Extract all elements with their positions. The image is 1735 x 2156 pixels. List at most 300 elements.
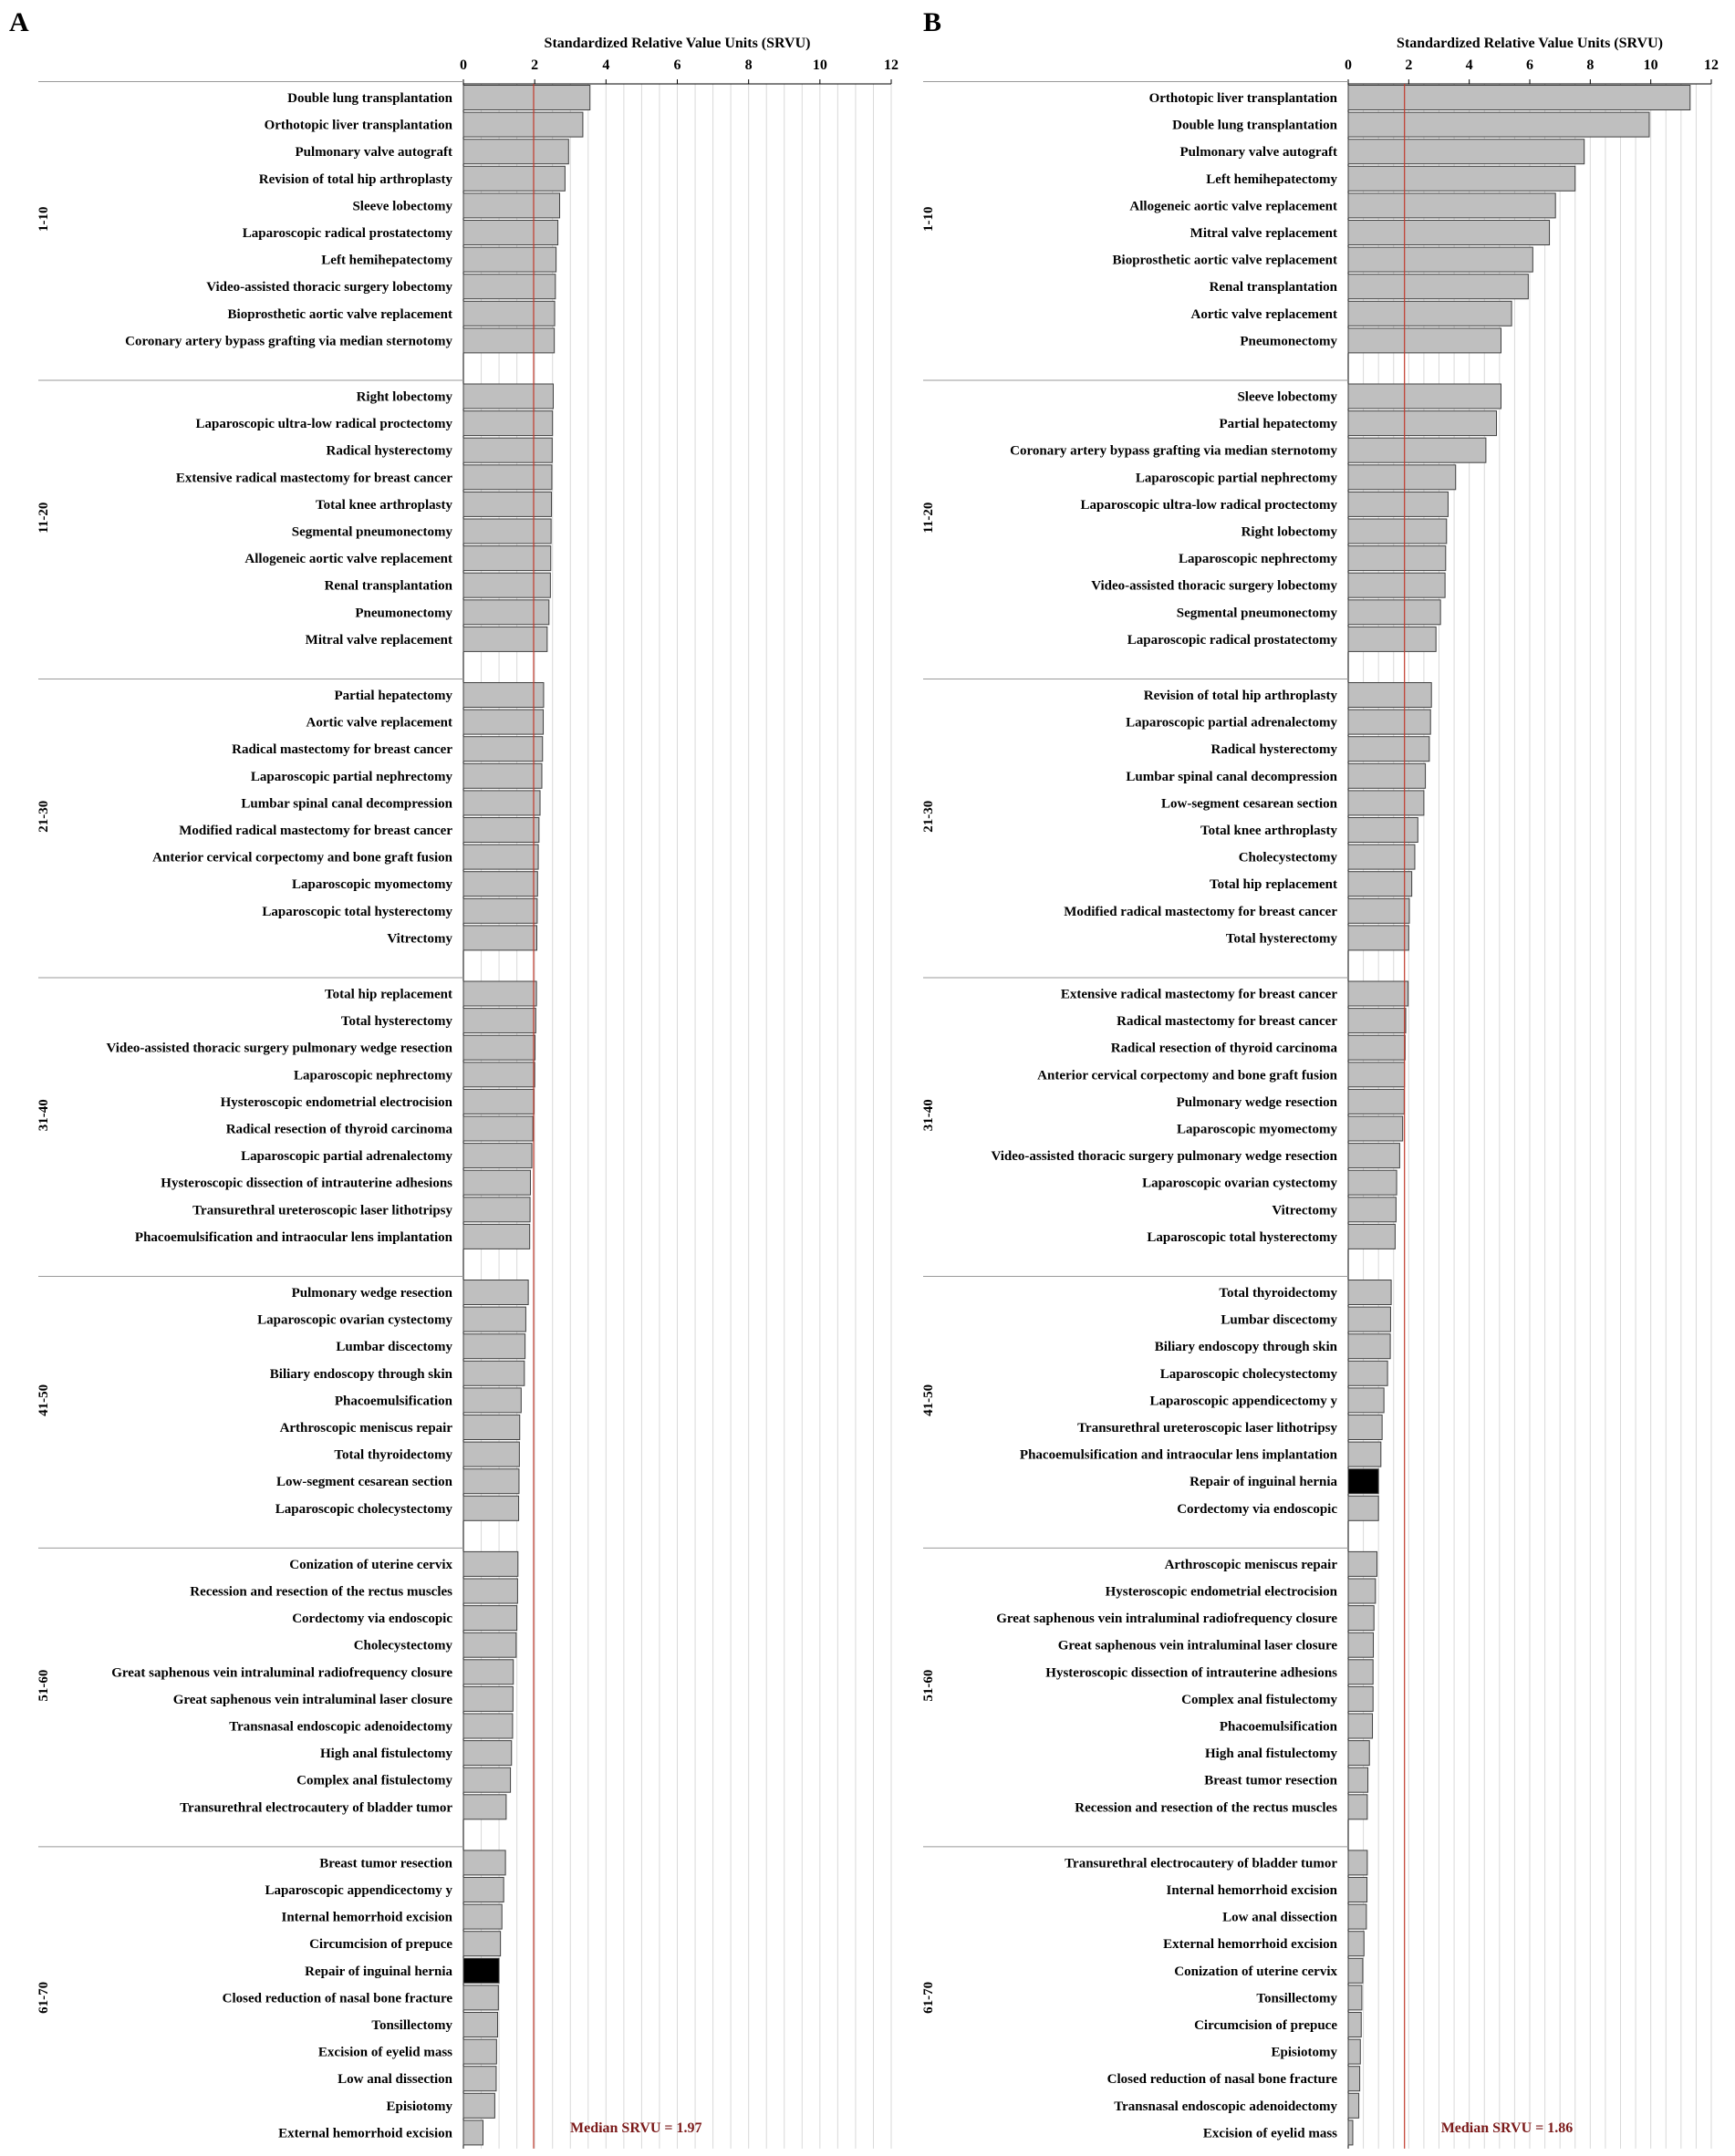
category-label: Partial hepatectomy bbox=[334, 689, 452, 703]
bar bbox=[1348, 166, 1575, 191]
category-label: Cholecystectomy bbox=[1238, 850, 1337, 866]
bar bbox=[1348, 1170, 1397, 1195]
bar bbox=[1348, 1496, 1378, 1520]
category-label: Biliary endoscopy through skin bbox=[269, 1366, 452, 1382]
category-label: Breast tumor resection bbox=[1204, 1773, 1337, 1788]
category-label: Laparoscopic appendicectomy y bbox=[265, 1883, 452, 1898]
category-label: Transnasal endoscopic adenoidectomy bbox=[229, 1719, 452, 1735]
bar bbox=[463, 737, 543, 762]
bar bbox=[1348, 1958, 1363, 1983]
category-label: Radical mastectomy for breast cancer bbox=[1117, 1014, 1337, 1030]
x-tick-label: 0 bbox=[460, 57, 467, 73]
bar bbox=[463, 519, 551, 544]
category-label: Total knee arthroplasty bbox=[315, 497, 452, 513]
group-label: 21-30 bbox=[36, 800, 51, 833]
category-label: Laparoscopic radical prostatectomy bbox=[242, 226, 452, 241]
category-label: Extensive radical mastectomy for breast cancer bbox=[1060, 987, 1337, 1002]
category-label: Lumbar discectomy bbox=[336, 1340, 452, 1355]
bar bbox=[463, 1579, 517, 1603]
bar bbox=[1348, 411, 1497, 436]
bar bbox=[1348, 492, 1448, 516]
panel-letter: A bbox=[9, 7, 29, 37]
bar bbox=[1348, 1767, 1368, 1792]
category-label: Hysteroscopic dissection of intrauterine adhesions bbox=[161, 1176, 452, 1191]
bar bbox=[463, 1089, 534, 1114]
x-tick-label: 2 bbox=[531, 57, 539, 73]
category-label: Laparoscopic partial adrenalectomy bbox=[241, 1149, 452, 1165]
bar bbox=[463, 221, 558, 245]
category-label: Coronary artery bypass grafting via median sternotomy bbox=[125, 334, 452, 349]
bar bbox=[1348, 1741, 1369, 1766]
bar bbox=[463, 166, 565, 191]
category-label: Laparoscopic cholecystectomy bbox=[1159, 1366, 1337, 1382]
bar bbox=[463, 1280, 528, 1305]
category-label: Laparoscopic ovarian cystectomy bbox=[1142, 1176, 1337, 1191]
x-axis-title: Standardized Relative Value Units (SRVU) bbox=[1397, 36, 1663, 51]
group-label: 1-10 bbox=[921, 206, 936, 232]
bar bbox=[463, 1767, 511, 1792]
category-label: High anal fistulectomy bbox=[1205, 1747, 1337, 1762]
bar bbox=[463, 301, 555, 326]
bar bbox=[463, 1606, 517, 1631]
bar bbox=[463, 2067, 496, 2091]
x-axis-title: Standardized Relative Value Units (SRVU) bbox=[544, 36, 811, 51]
category-label: Great saphenous vein intraluminal laser closure bbox=[1057, 1638, 1337, 1653]
bar bbox=[1348, 546, 1446, 571]
bar bbox=[1348, 193, 1555, 218]
bar bbox=[463, 710, 544, 734]
bar bbox=[1348, 221, 1550, 245]
category-label: Phacoemulsification bbox=[334, 1394, 452, 1409]
group-label: 11-20 bbox=[921, 502, 936, 534]
x-tick-label: 8 bbox=[1586, 57, 1595, 73]
category-label: Total hysterectomy bbox=[1225, 931, 1337, 947]
bar bbox=[1348, 627, 1436, 651]
bar bbox=[1348, 898, 1409, 923]
bar bbox=[463, 1062, 535, 1087]
category-label: Total thyroidectomy bbox=[1219, 1286, 1337, 1301]
category-label: Phacoemulsification and intraocular lens implantation bbox=[1019, 1447, 1337, 1463]
x-tick-label: 0 bbox=[1345, 57, 1352, 73]
category-label: Extensive radical mastectomy for breast cancer bbox=[175, 471, 452, 486]
category-label: Arthroscopic meniscus repair bbox=[279, 1421, 452, 1436]
bar bbox=[1348, 2013, 1361, 2037]
bar bbox=[1348, 1660, 1373, 1684]
category-label: Lumbar discectomy bbox=[1221, 1312, 1337, 1328]
bar bbox=[1348, 1904, 1366, 1929]
bar bbox=[1348, 1795, 1367, 1819]
category-label: Laparoscopic myomectomy bbox=[292, 877, 452, 893]
category-label: Right lobectomy bbox=[1241, 524, 1337, 540]
bar bbox=[463, 1985, 498, 2010]
bar bbox=[1348, 1089, 1404, 1114]
bar bbox=[1348, 1116, 1403, 1141]
bar bbox=[1348, 1985, 1362, 2010]
bar bbox=[463, 1334, 525, 1359]
category-label: Anterior cervical corpectomy and bone graft fusion bbox=[152, 850, 452, 866]
bar bbox=[463, 898, 537, 923]
median-label: Median SRVU = 1.86 bbox=[1440, 2120, 1574, 2136]
bar bbox=[463, 1633, 516, 1657]
category-label: Conization of uterine cervix bbox=[1174, 1964, 1337, 1979]
bar bbox=[1348, 1714, 1373, 1738]
bar bbox=[463, 1009, 535, 1033]
category-label: Anterior cervical corpectomy and bone graft fusion bbox=[1037, 1068, 1337, 1083]
category-label: Laparoscopic total hysterectomy bbox=[1147, 1229, 1337, 1245]
bar bbox=[463, 193, 560, 218]
bar bbox=[463, 872, 537, 897]
bar bbox=[1348, 301, 1512, 326]
category-label: Bioprosthetic aortic valve replacement bbox=[1112, 253, 1337, 268]
bar bbox=[1348, 818, 1418, 843]
category-label: Transurethral electrocautery of bladder tumor bbox=[1065, 1856, 1337, 1871]
bar bbox=[463, 1170, 530, 1195]
category-label: Low-segment cesarean section bbox=[275, 1475, 452, 1490]
group-label: 31-40 bbox=[921, 1099, 936, 1132]
bar bbox=[463, 2093, 494, 2118]
group-label: 51-60 bbox=[921, 1669, 936, 1702]
category-label: Renal transplantation bbox=[1209, 280, 1337, 295]
panel-a bbox=[9, 7, 899, 2149]
bar bbox=[463, 600, 549, 625]
category-label: Circumcision of prepuce bbox=[1194, 2018, 1337, 2033]
bar bbox=[1348, 710, 1430, 734]
category-label: Left hemihepatectomy bbox=[1206, 171, 1337, 187]
category-label: Low-segment cesarean section bbox=[1160, 796, 1337, 812]
bar bbox=[1348, 2039, 1360, 2064]
bar bbox=[1348, 140, 1584, 164]
category-label: Pulmonary wedge resection bbox=[291, 1286, 452, 1301]
group-label: 21-30 bbox=[921, 800, 936, 833]
category-label: Video-assisted thoracic surgery lobectomy bbox=[1091, 578, 1337, 594]
category-label: Phacoemulsification bbox=[1219, 1719, 1337, 1735]
category-label: Total knee arthroplasty bbox=[1200, 824, 1337, 838]
category-label: Aortic valve replacement bbox=[1190, 306, 1337, 322]
bar bbox=[463, 1850, 505, 1875]
bar bbox=[1348, 1686, 1373, 1711]
bar bbox=[463, 818, 539, 843]
bar bbox=[1348, 1388, 1384, 1413]
category-label: Pneumonectomy bbox=[1240, 334, 1337, 349]
bar bbox=[463, 1415, 520, 1440]
bar bbox=[1348, 1334, 1390, 1359]
category-label: Left hemihepatectomy bbox=[321, 253, 452, 268]
bar bbox=[1348, 2093, 1359, 2118]
category-label: Phacoemulsification and intraocular lens implantation bbox=[134, 1229, 452, 1245]
category-label: Vitrectomy bbox=[1272, 1203, 1337, 1218]
category-label: Allogeneic aortic valve replacement bbox=[244, 552, 452, 567]
bar bbox=[1348, 1035, 1405, 1060]
category-label: Low anal dissection bbox=[1222, 1910, 1337, 1925]
bar bbox=[463, 1660, 514, 1684]
bar bbox=[1348, 1062, 1405, 1087]
category-label: Cordectomy via endoscopic bbox=[292, 1612, 452, 1627]
bar bbox=[463, 1224, 530, 1249]
bar bbox=[463, 1361, 525, 1385]
category-label: Orthotopic liver transplantation bbox=[264, 118, 452, 133]
category-label: Excision of eyelid mass bbox=[317, 2045, 452, 2060]
group-label: 1-10 bbox=[36, 206, 51, 232]
category-label: Closed reduction of nasal bone fracture bbox=[222, 1991, 452, 2006]
category-label: Video-assisted thoracic surgery lobectomy bbox=[206, 280, 452, 295]
bar bbox=[463, 247, 556, 272]
category-label: Total hip replacement bbox=[1209, 877, 1337, 893]
category-label: Hysteroscopic endometrial electrocision bbox=[220, 1094, 452, 1110]
category-label: Transurethral ureteroscopic laser lithotripsy bbox=[192, 1203, 452, 1218]
bar bbox=[1348, 328, 1501, 353]
bar bbox=[1348, 1144, 1399, 1168]
group-label: 41-50 bbox=[36, 1384, 51, 1416]
x-tick-label: 12 bbox=[1704, 57, 1719, 73]
bar bbox=[463, 465, 552, 490]
category-label: Laparoscopic nephrectomy bbox=[1178, 552, 1337, 567]
category-label: External hemorrhoid excision bbox=[1163, 1937, 1337, 1953]
bar bbox=[463, 627, 547, 651]
bar bbox=[463, 1307, 525, 1332]
panel-letter: B bbox=[923, 7, 942, 37]
category-label: Segmental pneumonectomy bbox=[1176, 606, 1337, 621]
category-label: Modified radical mastectomy for breast cancer bbox=[1064, 904, 1337, 919]
bar bbox=[1348, 573, 1445, 597]
bar bbox=[463, 492, 552, 516]
median-label: Median SRVU = 1.97 bbox=[569, 2120, 702, 2136]
bar bbox=[463, 546, 551, 571]
category-label: Pulmonary wedge resection bbox=[1176, 1094, 1337, 1110]
category-label: Biliary endoscopy through skin bbox=[1154, 1340, 1337, 1355]
category-label: Arthroscopic meniscus repair bbox=[1164, 1557, 1337, 1572]
x-tick-label: 2 bbox=[1405, 57, 1413, 73]
bar bbox=[463, 791, 540, 815]
bar bbox=[463, 384, 553, 409]
category-label: Recession and resection of the rectus muscles bbox=[190, 1584, 452, 1600]
category-label: Hysteroscopic dissection of intrauterine adhesions bbox=[1045, 1665, 1337, 1681]
category-label: Laparoscopic total hysterectomy bbox=[262, 904, 452, 919]
bar bbox=[1348, 926, 1408, 950]
category-label: Laparoscopic nephrectomy bbox=[293, 1068, 452, 1083]
category-label: Internal hemorrhoid excision bbox=[1166, 1883, 1337, 1898]
category-label: Vitrectomy bbox=[387, 931, 452, 947]
bar bbox=[1348, 1469, 1378, 1494]
bar bbox=[463, 328, 555, 353]
bar bbox=[1348, 763, 1426, 788]
bar bbox=[463, 1197, 530, 1222]
bar bbox=[1348, 1633, 1374, 1657]
bar bbox=[1348, 1009, 1406, 1033]
bar bbox=[463, 573, 550, 597]
bar bbox=[463, 1551, 518, 1576]
bar bbox=[1348, 1197, 1396, 1222]
category-label: Low anal dissection bbox=[338, 2072, 452, 2088]
bar bbox=[1348, 2067, 1360, 2091]
bar bbox=[463, 981, 536, 1006]
bar bbox=[463, 1442, 519, 1467]
bar bbox=[1348, 600, 1440, 625]
group-label: 61-70 bbox=[921, 1981, 936, 2014]
bar bbox=[463, 763, 542, 788]
bar bbox=[463, 438, 552, 462]
bar bbox=[463, 112, 583, 137]
category-label: Cordectomy via endoscopic bbox=[1177, 1501, 1337, 1517]
category-label: Laparoscopic ultra-low radical proctectomy bbox=[1080, 497, 1337, 513]
category-label: Lumbar spinal canal decompression bbox=[241, 796, 452, 812]
bar bbox=[463, 2120, 483, 2145]
category-label: Double lung transplantation bbox=[1172, 118, 1337, 133]
bar bbox=[1348, 438, 1486, 462]
category-label: Modified radical mastectomy for breast cancer bbox=[179, 824, 452, 838]
category-label: Closed reduction of nasal bone fracture bbox=[1106, 2072, 1337, 2088]
bar bbox=[1348, 247, 1532, 272]
bar bbox=[463, 845, 538, 869]
category-label: Great saphenous vein intraluminal radiofrequency closure bbox=[111, 1665, 452, 1681]
bar bbox=[1348, 981, 1408, 1006]
category-label: Laparoscopic ovarian cystectomy bbox=[257, 1312, 452, 1328]
category-label: Great saphenous vein intraluminal radiofrequency closure bbox=[996, 1612, 1337, 1627]
category-label: Allogeneic aortic valve replacement bbox=[1129, 199, 1337, 214]
category-label: Laparoscopic appendicectomy y bbox=[1149, 1394, 1337, 1409]
bar bbox=[1348, 465, 1456, 490]
bar bbox=[463, 1932, 501, 1956]
category-label: Revision of total hip arthroplasty bbox=[258, 171, 452, 187]
x-tick-label: 6 bbox=[673, 57, 681, 73]
category-label: Revision of total hip arthroplasty bbox=[1143, 689, 1337, 703]
group-label: 41-50 bbox=[921, 1384, 936, 1416]
bar bbox=[1348, 1361, 1387, 1385]
category-label: Laparoscopic partial nephrectomy bbox=[1135, 471, 1337, 486]
bar bbox=[463, 1496, 519, 1520]
category-label: Tonsillectomy bbox=[1256, 1991, 1337, 2006]
bar bbox=[1348, 1579, 1376, 1603]
category-label: Conization of uterine cervix bbox=[289, 1557, 452, 1572]
bar bbox=[463, 1116, 533, 1141]
bar bbox=[1348, 683, 1431, 708]
category-label: Episiotomy bbox=[386, 2099, 452, 2114]
bar bbox=[463, 411, 553, 436]
category-label: Partial hepatectomy bbox=[1219, 417, 1337, 432]
category-label: Mitral valve replacement bbox=[305, 632, 452, 648]
bar bbox=[1348, 1442, 1381, 1467]
group-label: 61-70 bbox=[36, 1981, 51, 2014]
bar bbox=[463, 275, 556, 299]
category-label: Video-assisted thoracic surgery pulmonary wedge resection bbox=[991, 1149, 1337, 1165]
x-tick-label: 12 bbox=[884, 57, 899, 73]
bar bbox=[463, 86, 590, 110]
bar bbox=[463, 1904, 502, 1929]
category-label: Orthotopic liver transplantation bbox=[1148, 91, 1337, 106]
category-label: Coronary artery bypass grafting via median sternotomy bbox=[1010, 443, 1337, 459]
bar bbox=[1348, 1415, 1382, 1440]
category-label: Pulmonary valve autograft bbox=[1179, 145, 1337, 161]
bar bbox=[1348, 1307, 1390, 1332]
category-label: Right lobectomy bbox=[356, 389, 452, 405]
bar bbox=[463, 1714, 513, 1738]
category-label: Bioprosthetic aortic valve replacement bbox=[227, 306, 452, 322]
category-label: Complex anal fistulectomy bbox=[1181, 1692, 1337, 1707]
category-label: Great saphenous vein intraluminal laser closure bbox=[172, 1692, 452, 1707]
bar bbox=[1348, 1224, 1395, 1249]
category-label: Radical mastectomy for breast cancer bbox=[232, 742, 452, 758]
bar bbox=[1348, 1551, 1377, 1576]
category-label: Radical hysterectomy bbox=[1210, 742, 1337, 758]
category-label: Renal transplantation bbox=[324, 578, 452, 594]
bar bbox=[1348, 1932, 1364, 1956]
category-label: Lumbar spinal canal decompression bbox=[1126, 769, 1337, 784]
category-label: Cholecystectomy bbox=[353, 1638, 452, 1653]
category-label: Transnasal endoscopic adenoidectomy bbox=[1114, 2099, 1337, 2114]
bar bbox=[463, 1035, 535, 1060]
category-label: Laparoscopic partial adrenalectomy bbox=[1126, 715, 1337, 731]
category-label: Transurethral electrocautery of bladder tumor bbox=[180, 1800, 452, 1816]
category-label: Laparoscopic ultra-low radical proctectomy bbox=[195, 417, 452, 432]
bar bbox=[1348, 86, 1690, 110]
category-label: Radical resection of thyroid carcinoma bbox=[225, 1122, 452, 1137]
bar bbox=[463, 2013, 498, 2037]
bar bbox=[463, 926, 537, 950]
category-label: Episiotomy bbox=[1271, 2045, 1337, 2060]
bar bbox=[1348, 791, 1424, 815]
bar bbox=[463, 683, 544, 708]
category-label: Sleeve lobectomy bbox=[1237, 389, 1337, 405]
group-label: 11-20 bbox=[36, 502, 51, 534]
bar bbox=[463, 1741, 512, 1766]
category-label: Laparoscopic partial nephrectomy bbox=[250, 769, 452, 784]
category-label: Laparoscopic myomectomy bbox=[1177, 1122, 1337, 1137]
bar bbox=[463, 140, 568, 164]
bar bbox=[463, 1878, 504, 1902]
bar bbox=[1348, 384, 1501, 409]
bar bbox=[463, 1388, 521, 1413]
category-label: Total hysterectomy bbox=[340, 1014, 452, 1030]
bar bbox=[1348, 1878, 1367, 1902]
category-label: Pulmonary valve autograft bbox=[295, 145, 452, 161]
x-tick-label: 10 bbox=[1643, 57, 1658, 73]
category-label: Hysteroscopic endometrial electrocision bbox=[1105, 1584, 1337, 1600]
bar bbox=[1348, 2120, 1353, 2145]
bar bbox=[1348, 1280, 1391, 1305]
category-label: Excision of eyelid mass bbox=[1202, 2126, 1337, 2141]
category-label: Mitral valve replacement bbox=[1190, 226, 1337, 241]
x-tick-label: 10 bbox=[812, 57, 827, 73]
category-label: External hemorrhoid excision bbox=[278, 2126, 452, 2141]
category-label: Complex anal fistulectomy bbox=[296, 1773, 452, 1788]
bar bbox=[463, 1469, 519, 1494]
category-label: Total hip replacement bbox=[324, 987, 452, 1002]
category-label: Internal hemorrhoid excision bbox=[281, 1910, 452, 1925]
bar bbox=[1348, 1850, 1367, 1875]
bar bbox=[1348, 1606, 1374, 1631]
category-label: High anal fistulectomy bbox=[320, 1747, 452, 1762]
category-label: Repair of inguinal hernia bbox=[305, 1964, 452, 1979]
bar bbox=[1348, 112, 1649, 137]
bar bbox=[1348, 737, 1429, 762]
bar bbox=[1348, 275, 1528, 299]
category-label: Double lung transplantation bbox=[287, 91, 452, 106]
category-label: Pneumonectomy bbox=[355, 606, 452, 621]
x-tick-label: 4 bbox=[1465, 57, 1473, 73]
bar bbox=[463, 1144, 532, 1168]
category-label: Breast tumor resection bbox=[319, 1856, 452, 1871]
category-label: Radical hysterectomy bbox=[326, 443, 452, 459]
x-tick-label: 6 bbox=[1526, 57, 1533, 73]
category-label: Total thyroidectomy bbox=[334, 1447, 452, 1463]
category-label: Video-assisted thoracic surgery pulmonary wedge resection bbox=[106, 1041, 452, 1056]
category-label: Circumcision of prepuce bbox=[309, 1937, 452, 1953]
group-label: 51-60 bbox=[36, 1669, 51, 1702]
category-label: Tonsillectomy bbox=[371, 2018, 452, 2033]
bar bbox=[463, 2039, 496, 2064]
bar bbox=[1348, 872, 1412, 897]
bar bbox=[463, 1686, 513, 1711]
x-tick-label: 4 bbox=[602, 57, 610, 73]
